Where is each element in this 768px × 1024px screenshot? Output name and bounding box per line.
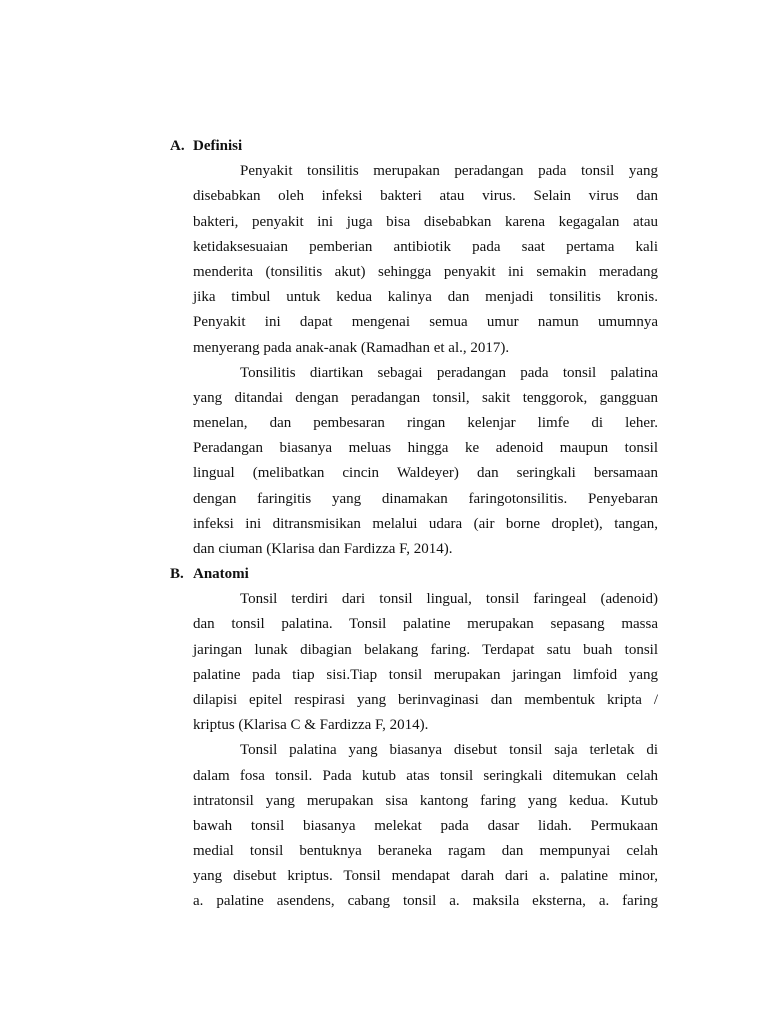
- section-definisi: [0, 134, 768, 562]
- text-line: dilapisi epitel respirasi yang berinvaginasi dan membentuk kripta /: [193, 691, 658, 708]
- text-line: dan ciuman (Klarisa dan Fardizza F, 2014).: [193, 541, 453, 557]
- text-line: lingual (melibatkan cincin Waldeyer) dan seringkali bersamaan: [193, 465, 658, 482]
- section-title: Anatomi: [193, 566, 249, 582]
- text-line: jaringan lunak dibagian belakang faring. Terdapat satu buah tonsil: [193, 641, 658, 658]
- text-line: yang ditandai dengan peradangan tonsil, sakit tenggorok, gangguan: [193, 389, 658, 406]
- text-line: menelan, dan pembesaran ringan kelenjar limfe di leher.: [193, 415, 658, 432]
- text-line: Penyakit tonsilitis merupakan peradangan pada tonsil yang: [240, 163, 658, 180]
- text-line: palatine pada tiap sisi.Tiap tonsil merupakan jaringan limfoid yang: [193, 666, 658, 683]
- text-line: kriptus (Klarisa C & Fardizza F, 2014).: [193, 717, 429, 734]
- text-line: dalam fosa tonsil. Pada kutub atas tonsil seringkali ditemukan celah: [193, 767, 658, 784]
- paragraph: [0, 738, 768, 914]
- text-line: menderita (tonsilitis akut) sehingga penyakit ini semakin meradang: [193, 263, 658, 280]
- section-heading: [0, 134, 768, 159]
- text-line: disebabkan oleh infeksi bakteri atau virus. Selain virus dan: [193, 188, 658, 205]
- text-line: bakteri, penyakit ini juga bisa disebabkan karena kegagalan atau: [193, 213, 658, 230]
- text-line: Tonsil palatina yang biasanya disebut tonsil saja terletak di: [240, 742, 658, 759]
- text-line: dan tonsil palatina. Tonsil palatine merupakan sepasang massa: [193, 616, 658, 633]
- section-letter: A.: [170, 138, 185, 154]
- text-line: dengan faringitis yang dinamakan faringotonsilitis. Penyebaran: [193, 490, 658, 507]
- text-line: ketidaksesuaian pemberian antibiotik pada saat pertama kali: [193, 238, 658, 255]
- text-line: medial tonsil bentuknya beraneka ragam dan mempunyai celah: [193, 843, 658, 860]
- text-line: jika timbul untuk kedua kalinya dan menjadi tonsilitis kronis.: [193, 289, 658, 306]
- text-line: Tonsilitis diartikan sebagai peradangan pada tonsil palatina: [240, 364, 658, 381]
- paragraph: [0, 587, 768, 738]
- text-line: a. palatine asendens, cabang tonsil a. maksila eksterna, a. faring: [193, 893, 658, 910]
- paragraph: [0, 159, 768, 361]
- text-line: infeksi ini ditransmisikan melalui udara (air borne droplet), tangan,: [193, 515, 658, 532]
- text-line: intratonsil yang merupakan sisa kantong faring yang kedua. Kutub: [193, 792, 658, 809]
- text-line: Peradangan biasanya meluas hingga ke adenoid maupun tonsil: [193, 440, 658, 457]
- section-letter: B.: [170, 566, 184, 582]
- paragraph: [0, 361, 768, 563]
- text-line: Tonsil terdiri dari tonsil lingual, tonsil faringeal (adenoid): [240, 591, 658, 608]
- text-line: yang disebut kriptus. Tonsil mendapat darah dari a. palatine minor,: [193, 868, 658, 885]
- text-line: menyerang pada anak-anak (Ramadhan et al., 2017).: [193, 339, 510, 356]
- section-anatomi: [0, 562, 768, 915]
- section-title: Definisi: [193, 138, 243, 154]
- section-heading: [0, 562, 768, 587]
- text-line: bawah tonsil biasanya melekat pada dasar lidah. Permukaan: [193, 817, 658, 834]
- text-line: Penyakit ini dapat mengenai semua umur namun umumnya: [193, 314, 658, 331]
